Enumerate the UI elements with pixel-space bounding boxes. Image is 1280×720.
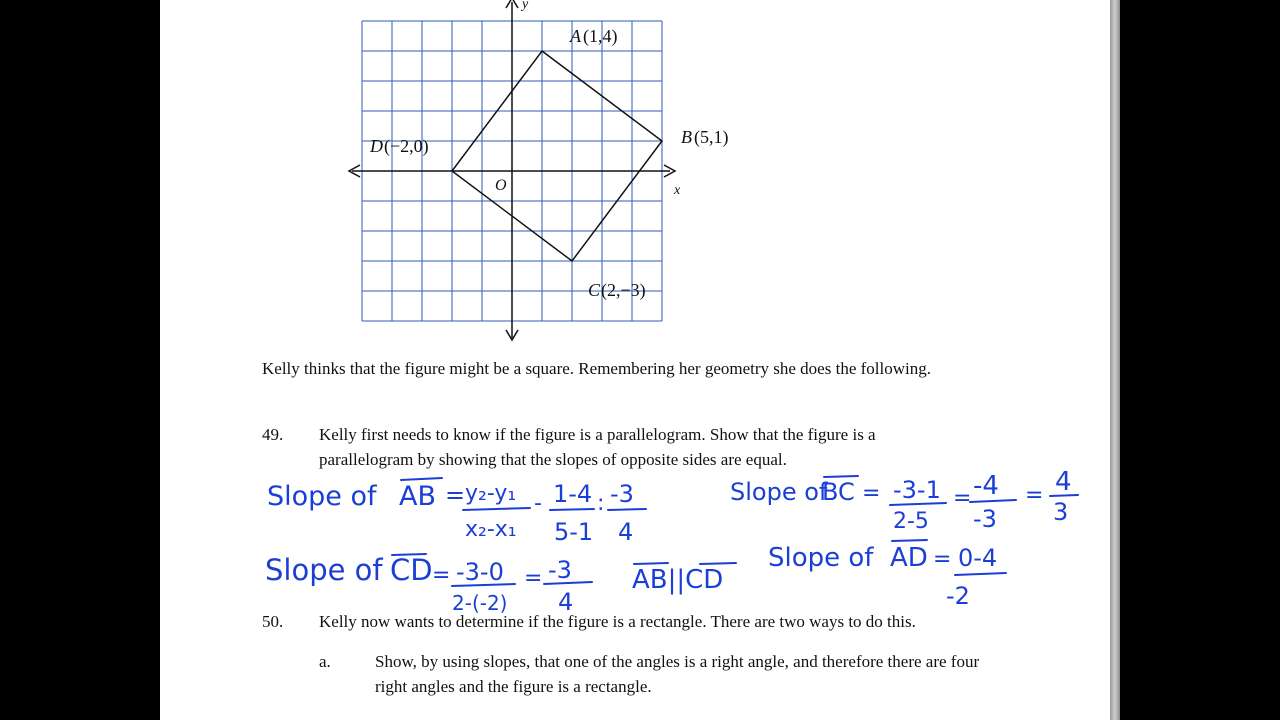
svg-text:(5,1): (5,1) (694, 127, 729, 147)
svg-text:2-5: 2-5 (893, 509, 929, 534)
x-axis-label: x (674, 183, 681, 198)
svg-text:=: = (445, 481, 466, 509)
question-50a-letter: a. (319, 652, 331, 671)
svg-text:=: = (953, 486, 972, 511)
svg-text:1-4: 1-4 (553, 480, 593, 508)
svg-text:x₂-x₁: x₂-x₁ (465, 517, 517, 542)
svg-text:=: = (432, 563, 451, 588)
svg-text:=: = (862, 481, 881, 506)
svg-text:4: 4 (558, 588, 574, 616)
hw-slope-ad (768, 540, 1006, 610)
question-49-number: 49. (262, 425, 284, 444)
svg-text:-3: -3 (548, 556, 572, 584)
svg-text:Slope of: Slope of (768, 543, 874, 573)
hw-parallel-statement (632, 563, 736, 595)
hw-slope-ab (267, 478, 646, 546)
intro-text: Kelly thinks that the figure might be a square. Remembering her geometry she does the following. (262, 359, 931, 378)
svg-text:(−2,0): (−2,0) (384, 136, 429, 156)
svg-text:AD: AD (890, 543, 928, 573)
svg-text:CD: CD (390, 553, 433, 587)
hw-slope-cd (265, 553, 592, 616)
svg-text:AB||CD: AB||CD (632, 565, 724, 595)
svg-text:A: A (570, 26, 581, 46)
svg-text:-: - (534, 491, 542, 516)
svg-text:y₂-y₁: y₂-y₁ (465, 481, 517, 506)
question-50-number: 50. (262, 612, 284, 631)
svg-text:Slope of: Slope of (265, 553, 383, 587)
svg-text:3: 3 (1053, 498, 1069, 526)
svg-text:=: = (524, 566, 543, 591)
svg-text:-3: -3 (610, 480, 634, 508)
svg-text:Slope of: Slope of (267, 481, 377, 512)
svg-text:-3-0: -3-0 (456, 558, 504, 586)
svg-text:-2: -2 (946, 582, 970, 610)
question-50a-text: Show, by using slopes, that one of the angles is a right angle, and therefore there are four right angles and the figure is a rectangle. (375, 652, 980, 696)
svg-text:(2,−3): (2,−3) (601, 280, 646, 300)
y-axis-label: y (522, 0, 529, 12)
svg-text:Slope of: Slope of (730, 478, 828, 506)
svg-text:AB: AB (399, 481, 436, 512)
origin-label: O (495, 177, 507, 194)
svg-text:C: C (588, 280, 601, 300)
svg-text:=: = (933, 547, 952, 572)
svg-text:BC: BC (822, 478, 855, 506)
svg-text:4: 4 (618, 518, 634, 546)
svg-text:5-1: 5-1 (554, 518, 594, 546)
svg-text:B: B (681, 127, 692, 147)
svg-text:2-(-2): 2-(-2) (452, 591, 508, 615)
svg-text:4: 4 (1055, 467, 1072, 497)
svg-text:-3-1: -3-1 (893, 476, 941, 504)
svg-text:0-4: 0-4 (958, 544, 998, 572)
question-50-text: Kelly now wants to determine if the figure is a rectangle. There are two ways to do this. (319, 612, 916, 631)
svg-text::: : (597, 491, 605, 516)
svg-text:=: = (1025, 483, 1044, 508)
svg-text:(1,4): (1,4) (583, 26, 618, 46)
hw-slope-bc (730, 467, 1078, 534)
question-49-text: Kelly first needs to know if the figure is a parallelogram. Show that the figure is a parallelogram by showing that the slopes of opposite sides are equal. (319, 425, 876, 469)
svg-text:D: D (370, 136, 383, 156)
svg-text:-3: -3 (973, 505, 997, 533)
svg-text:-4: -4 (973, 471, 999, 501)
